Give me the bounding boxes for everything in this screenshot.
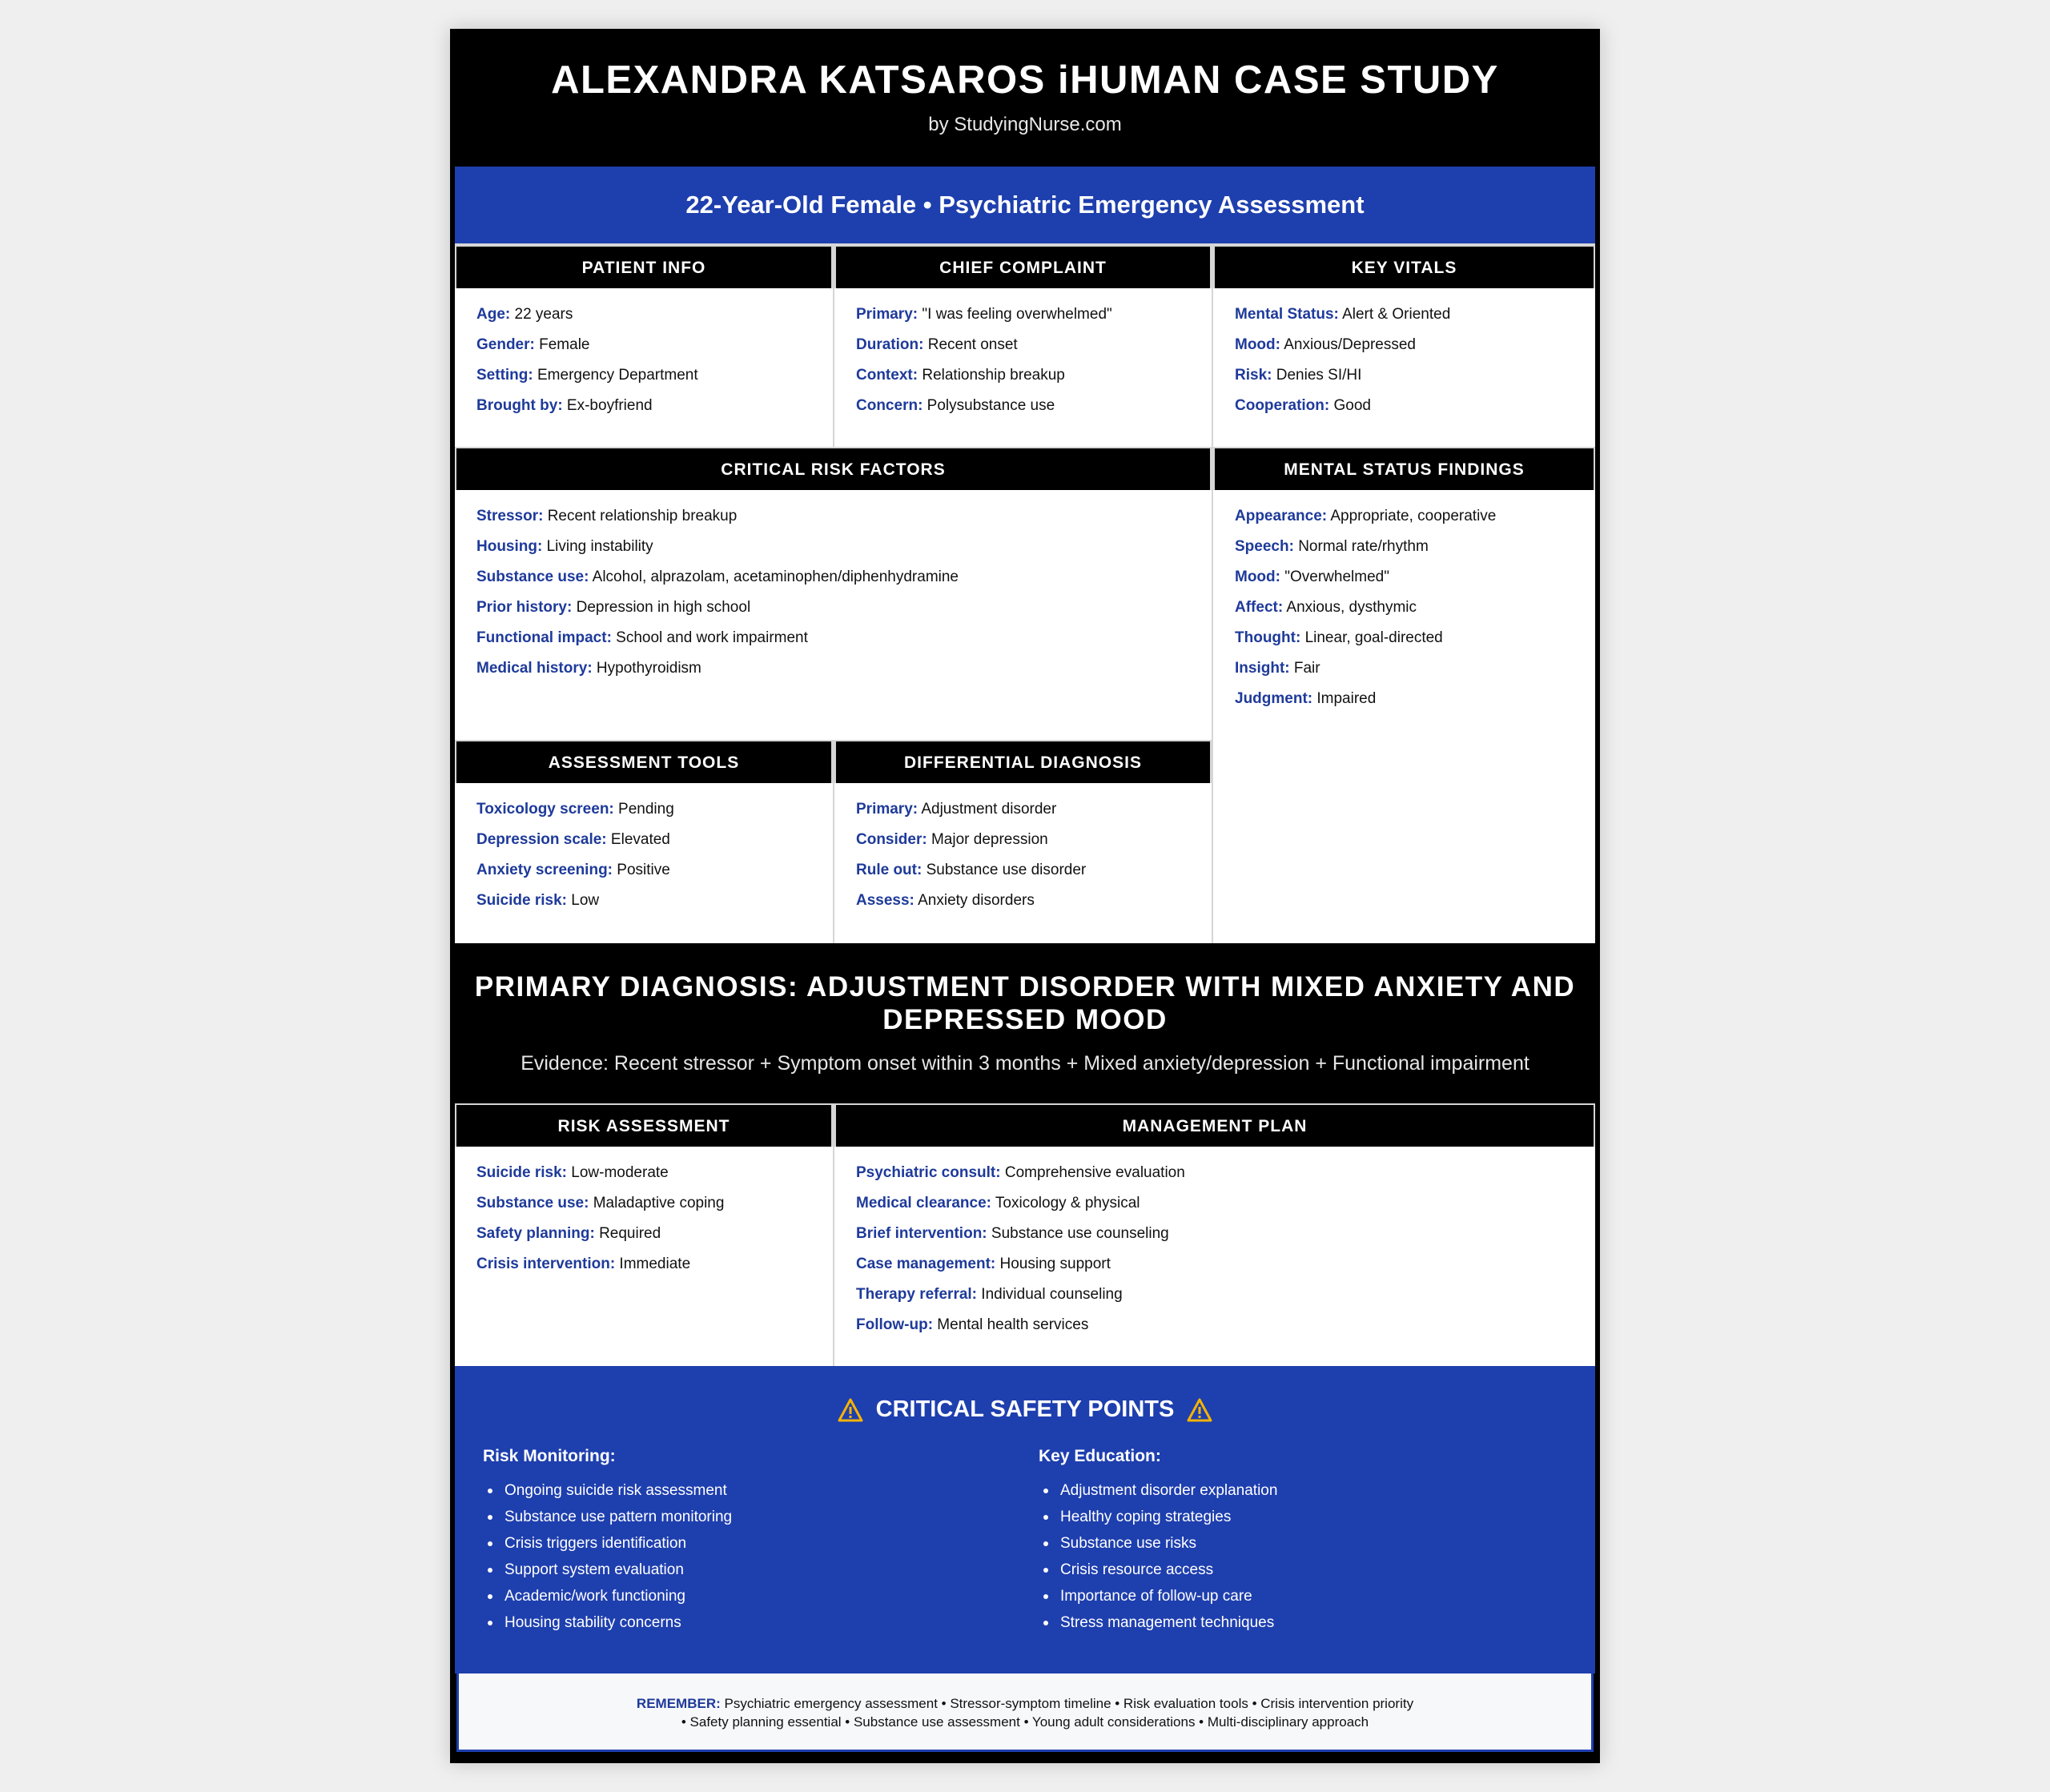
field-value: Substance use disorder	[922, 862, 1087, 878]
card-body	[834, 288, 1212, 421]
field-value: Adjustment disorder	[918, 801, 1057, 818]
field-value: "Overwhelmed"	[1280, 569, 1389, 585]
field-row	[856, 855, 1191, 886]
field-label: Context:	[856, 367, 918, 384]
field-label: Mood:	[1235, 336, 1280, 353]
field-row	[1235, 684, 1574, 714]
field-value: Anxious, dysthymic	[1283, 599, 1417, 616]
card-body	[455, 783, 833, 916]
field-label: Anxiety screening:	[476, 862, 613, 878]
row-risk-mental	[455, 447, 1595, 740]
field-value: Recent onset	[923, 336, 1018, 353]
field-row	[476, 562, 1191, 593]
field-label: Therapy referral:	[856, 1286, 978, 1303]
field-row	[476, 886, 812, 916]
byline: by StudyingNurse.com	[928, 113, 1122, 135]
card-body	[834, 1147, 1595, 1340]
risk-monitoring	[483, 1447, 1039, 1636]
row-plan	[455, 1103, 1595, 1366]
row-assessment	[455, 740, 1595, 943]
card-title: RISK ASSESSMENT	[455, 1103, 833, 1147]
field-row	[1235, 360, 1574, 391]
field-row	[856, 1280, 1574, 1310]
field-row	[1235, 532, 1574, 562]
assessment-tools-card	[455, 740, 833, 943]
risk-assessment-card	[455, 1103, 833, 1366]
header	[455, 29, 1595, 167]
field-row	[856, 1310, 1574, 1340]
field-label: Substance use:	[476, 569, 589, 585]
card-title: PATIENT INFO	[455, 245, 833, 288]
differential-card	[834, 740, 1212, 943]
list-item: Healthy coping strategies	[1043, 1504, 1595, 1530]
key-education-title: Key Education:	[1039, 1447, 1161, 1465]
field-label: Thought:	[1235, 629, 1301, 646]
field-value: Ex-boyfriend	[562, 397, 653, 414]
field-row	[856, 360, 1191, 391]
field-label: Assess:	[856, 892, 914, 909]
field-label: Housing:	[476, 538, 543, 555]
field-row	[856, 299, 1191, 330]
field-value: Comprehensive evaluation	[1000, 1164, 1185, 1181]
field-label: Appearance:	[1235, 508, 1328, 524]
field-row	[1235, 593, 1574, 623]
list-item: Substance use pattern monitoring	[488, 1504, 1039, 1530]
patient-info-card	[455, 245, 833, 447]
remember-box	[456, 1673, 1594, 1752]
field-label: Duration:	[856, 336, 924, 353]
field-row	[1235, 330, 1574, 360]
card-body	[455, 490, 1212, 684]
field-value: Elevated	[606, 831, 670, 848]
field-row	[1235, 562, 1574, 593]
field-label: Primary:	[856, 306, 918, 323]
field-label: Primary:	[856, 801, 918, 818]
field-label: Suicide risk:	[476, 1164, 567, 1181]
field-row	[1235, 299, 1574, 330]
field-value: Required	[594, 1225, 661, 1242]
field-value: Emergency Department	[533, 367, 698, 384]
field-label: Depression scale:	[476, 831, 607, 848]
list-item: Substance use risks	[1043, 1530, 1595, 1557]
diagnosis-evidence: Evidence: Recent stressor + Symptom onset within 3 months + Mixed anxiety/depression + Functional impairment	[521, 1052, 1529, 1075]
field-row	[1235, 391, 1574, 421]
field-value: Female	[534, 336, 590, 353]
field-label: Case management:	[856, 1256, 996, 1272]
field-row	[1235, 501, 1574, 532]
risk-monitoring-title: Risk Monitoring:	[483, 1447, 616, 1465]
field-row	[476, 593, 1191, 623]
field-value: Alert & Oriented	[1338, 306, 1451, 323]
remember-line-2: • Safety planning essential • Substance use assessment • Young adult considerations • Multi-disciplinary approach	[681, 1714, 1369, 1730]
field-label: Cooperation:	[1235, 397, 1330, 414]
field-label: Prior history:	[476, 599, 573, 616]
remember-line-1	[459, 1694, 1591, 1713]
field-row	[856, 886, 1191, 916]
field-row	[476, 532, 1191, 562]
field-row	[476, 1219, 812, 1249]
field-label: Setting:	[476, 367, 533, 384]
field-label: Medical history:	[476, 660, 593, 677]
field-label: Consider:	[856, 831, 927, 848]
field-row	[476, 855, 812, 886]
field-value: Low	[567, 892, 600, 909]
field-row	[476, 299, 812, 330]
field-label: Suicide risk:	[476, 892, 567, 909]
case-study-page	[450, 29, 1600, 1763]
risk-factors-card	[455, 447, 1212, 740]
field-row	[476, 1249, 812, 1280]
field-label: Brought by:	[476, 397, 563, 414]
card-title: CRITICAL RISK FACTORS	[455, 447, 1212, 490]
field-label: Risk:	[1235, 367, 1272, 384]
field-value: Anxious/Depressed	[1280, 336, 1416, 353]
field-row	[476, 330, 812, 360]
field-label: Affect:	[1235, 599, 1284, 616]
field-value: Denies SI/HI	[1272, 367, 1362, 384]
field-value: Impaired	[1312, 690, 1377, 707]
field-value: Anxiety disorders	[914, 892, 1035, 909]
field-value: Alcohol, alprazolam, acetaminophen/diphenhydramine	[589, 569, 959, 585]
field-label: Rule out:	[856, 862, 922, 878]
field-value: Recent relationship breakup	[543, 508, 738, 524]
field-value: Hypothyroidism	[592, 660, 701, 677]
safety-title	[455, 1396, 1595, 1423]
list-item: Crisis resource access	[1043, 1557, 1595, 1583]
field-value: Normal rate/rhythm	[1293, 538, 1429, 555]
chief-complaint-card	[834, 245, 1212, 447]
field-label: Mood:	[1235, 569, 1280, 585]
field-row	[476, 794, 812, 825]
field-row	[856, 1158, 1574, 1188]
mental-status-card	[1213, 447, 1595, 740]
field-row	[476, 360, 812, 391]
field-row	[856, 1249, 1574, 1280]
field-value: Linear, goal-directed	[1300, 629, 1443, 646]
warning-icon	[1187, 1398, 1212, 1422]
list-item: Crisis triggers identification	[488, 1530, 1039, 1557]
field-value: Maladaptive coping	[589, 1195, 725, 1211]
empty-card	[1213, 740, 1595, 943]
field-value: Immediate	[615, 1256, 691, 1272]
field-value: Housing support	[995, 1256, 1111, 1272]
field-value: Low-moderate	[567, 1164, 669, 1181]
field-value: 22 years	[510, 306, 573, 323]
field-value: Individual counseling	[977, 1286, 1123, 1303]
remember-label: REMEMBER:	[636, 1696, 721, 1711]
field-row	[856, 330, 1191, 360]
field-value: Positive	[613, 862, 670, 878]
field-value: Depression in high school	[572, 599, 751, 616]
field-value: Fair	[1289, 660, 1320, 677]
key-education	[1039, 1447, 1595, 1636]
field-label: Stressor:	[476, 508, 544, 524]
field-row	[476, 391, 812, 421]
card-body	[834, 783, 1212, 916]
field-value: Mental health services	[933, 1316, 1089, 1333]
field-row	[476, 1158, 812, 1188]
field-label: Insight:	[1235, 660, 1290, 677]
field-value: Substance use counseling	[987, 1225, 1169, 1242]
card-title: KEY VITALS	[1213, 245, 1595, 288]
risk-monitoring-list	[483, 1477, 1039, 1636]
field-label: Crisis intervention:	[476, 1256, 616, 1272]
row-overview	[455, 243, 1595, 447]
field-label: Medical clearance:	[856, 1195, 991, 1211]
field-value: Relationship breakup	[918, 367, 1065, 384]
field-row	[856, 391, 1191, 421]
card-title: ASSESSMENT TOOLS	[455, 740, 833, 783]
field-label: Mental Status:	[1235, 306, 1339, 323]
list-item: Housing stability concerns	[488, 1609, 1039, 1636]
card-title: MANAGEMENT PLAN	[834, 1103, 1595, 1147]
field-label: Safety planning:	[476, 1225, 595, 1242]
field-row	[476, 623, 1191, 653]
field-value: Good	[1329, 397, 1371, 414]
field-label: Age:	[476, 306, 511, 323]
field-value: Toxicology & physical	[991, 1195, 1140, 1211]
field-value: "I was feeling overwhelmed"	[918, 306, 1112, 323]
card-body	[455, 288, 833, 421]
field-value: Pending	[613, 801, 674, 818]
key-education-list	[1039, 1477, 1595, 1636]
field-row	[856, 1188, 1574, 1219]
field-row	[1235, 623, 1574, 653]
card-title: CHIEF COMPLAINT	[834, 245, 1212, 288]
field-row	[476, 825, 812, 855]
field-value: Appropriate, cooperative	[1327, 508, 1497, 524]
field-row	[476, 501, 1191, 532]
field-value: Polysubstance use	[922, 397, 1055, 414]
field-value: School and work impairment	[611, 629, 808, 646]
field-row	[856, 825, 1191, 855]
field-label: Follow-up:	[856, 1316, 934, 1333]
field-label: Toxicology screen:	[476, 801, 614, 818]
field-label: Substance use:	[476, 1195, 589, 1211]
field-label: Gender:	[476, 336, 535, 353]
list-item: Academic/work functioning	[488, 1583, 1039, 1609]
primary-diagnosis	[455, 943, 1595, 1103]
field-row	[476, 1188, 812, 1219]
list-item: Ongoing suicide risk assessment	[488, 1477, 1039, 1504]
field-label: Concern:	[856, 397, 923, 414]
field-row	[856, 794, 1191, 825]
list-item: Support system evaluation	[488, 1557, 1039, 1583]
field-row	[856, 1219, 1574, 1249]
diagnosis-title: PRIMARY DIAGNOSIS: ADJUSTMENT DISORDER WITH MIXED ANXIETY AND DEPRESSED MOOD	[474, 971, 1576, 1035]
card-title: MENTAL STATUS FINDINGS	[1213, 447, 1595, 490]
field-label: Judgment:	[1235, 690, 1313, 707]
list-item: Adjustment disorder explanation	[1043, 1477, 1595, 1504]
page-title: ALEXANDRA KATSAROS iHUMAN CASE STUDY	[551, 58, 1499, 102]
key-vitals-card	[1213, 245, 1595, 447]
field-label: Functional impact:	[476, 629, 612, 646]
field-value: Living instability	[542, 538, 653, 555]
card-title: DIFFERENTIAL DIAGNOSIS	[834, 740, 1212, 783]
warning-icon	[838, 1398, 863, 1422]
field-label: Brief intervention:	[856, 1225, 987, 1242]
field-value: Major depression	[927, 831, 1048, 848]
list-item: Stress management techniques	[1043, 1609, 1595, 1636]
safety-section	[455, 1366, 1595, 1673]
safety-columns	[455, 1447, 1595, 1636]
management-plan-card	[834, 1103, 1595, 1366]
safety-title-text: CRITICAL SAFETY POINTS	[875, 1396, 1175, 1422]
field-label: Psychiatric consult:	[856, 1164, 1001, 1181]
field-row	[476, 653, 1191, 684]
card-body	[1213, 490, 1595, 714]
patient-banner: 22-Year-Old Female • Psychiatric Emergency Assessment	[455, 167, 1595, 243]
card-body	[455, 1147, 833, 1280]
card-body	[1213, 288, 1595, 421]
field-label: Speech:	[1235, 538, 1294, 555]
field-row	[1235, 653, 1574, 684]
remember-text-1: Psychiatric emergency assessment • Stressor-symptom timeline • Risk evaluation tools • Crisis intervention priority	[720, 1696, 1414, 1711]
list-item: Importance of follow-up care	[1043, 1583, 1595, 1609]
